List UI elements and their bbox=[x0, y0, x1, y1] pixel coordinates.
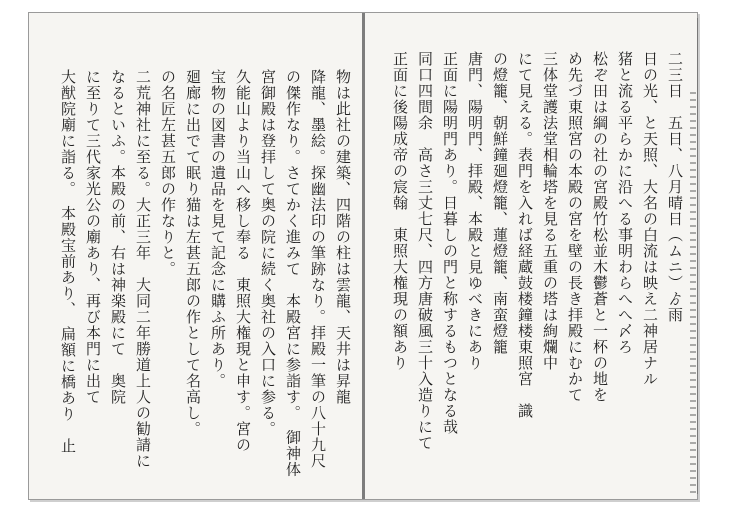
open-notebook bbox=[28, 12, 698, 500]
scan-edge bbox=[697, 18, 698, 494]
left-page-text: 物は此社の建築、四階の柱は雲龍、天井は昇龍 降龍、墨絵。探幽法印の筆跡なり。拝殿一筆の八十九尺 の傑作なり。さてかく進みて 本殿宮に参詣す。 御神体 宮御殿は登拝して奥の院に続く奥社の入口に参る。 久能山より当山へ移し奉る 東照大権現と申す。宮の 宝物の図書の遺品を見て記念に購ふ所あり。 廻廊に出でて眠り猫は左甚五郎の作として名高し。 の名匠左甚五郎の作なりと。 二荒神社に至る。大正三年 大同二年勝道上人の勧請に なるといふ。本殿の前、右は神楽殿にて 奥院 に至りて三代家光公の廟あり、再び本門に出て 大猷院廟に詣る。 本殿宝前あり、 扁額に橋あり 止 bbox=[59, 69, 352, 478]
page-edge-shadow bbox=[690, 92, 696, 496]
left-page bbox=[29, 13, 363, 499]
right-page bbox=[365, 13, 697, 499]
right-page-text: 二三日 五日、八月晴日（ムニ）ゟ雨 日の光、と天照、大名の白流は映え二神居ナル 猪と流る平らかに沿へる事明わらへへ〆ろ 松ぞ田は綱の社の宮殿竹松並木鬱蒼と一杯の地を め先づ東照宮の本殿の宮を壁の長き拝殿にむかて 三体堂護法堂相輪塔を見る五重の塔は絢爛中 にて見える。表門を入れば経蔵鼓楼鐘楼東照宮 識 の燈籠、朝鮮鐘廻燈籠、蓮燈籠、南蛮燈籠 唐門、陽明門、拝殿、本殿と見ゆべきにあり 正面に陽明門あり。日暮しの門と称するもつとなる哉 同口四間余 高さ三丈七尺、四方唐破風三十入造りにて 正面に後陽成帝の宸翰 東照大権現の額あり bbox=[391, 51, 684, 451]
